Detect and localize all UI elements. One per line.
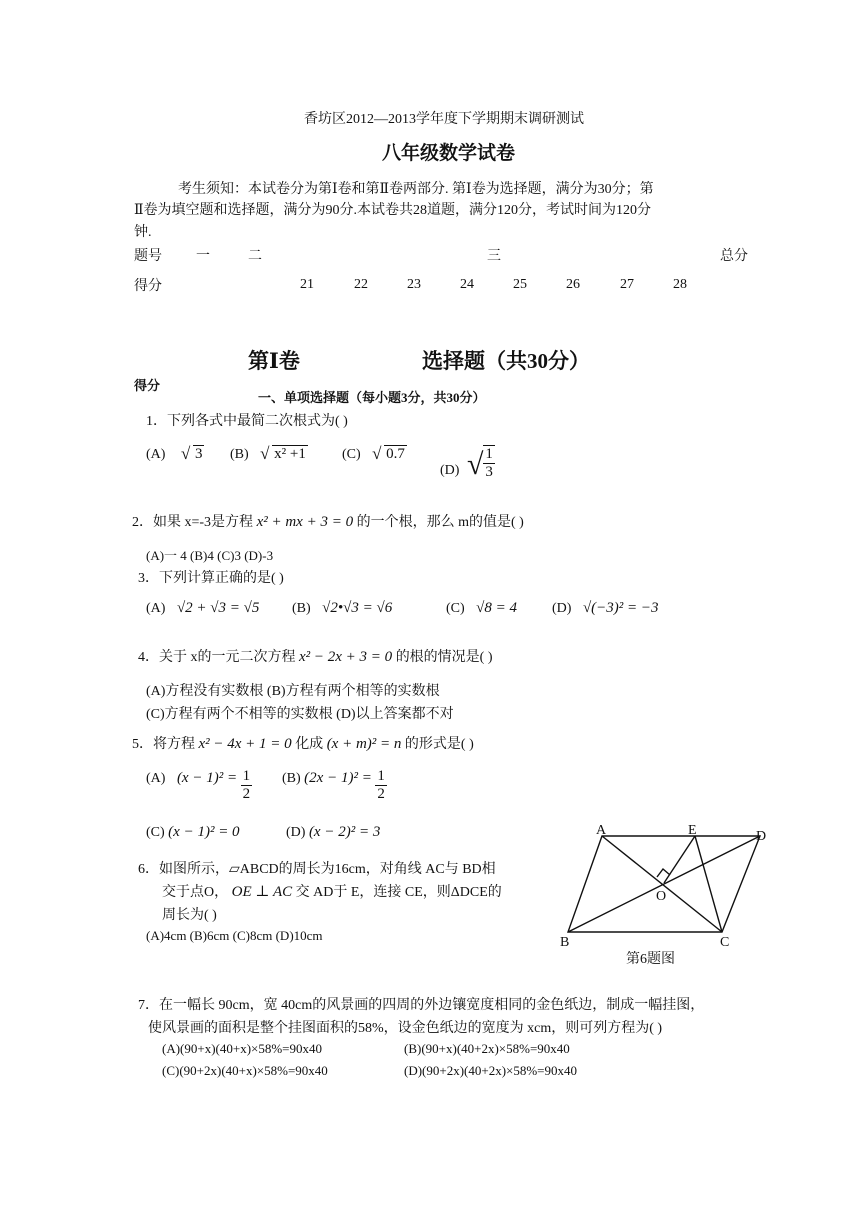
score-table-num-26: 26 <box>566 277 580 292</box>
q3-option-b-expr: √2•√3 = √6 <box>322 600 393 616</box>
q5-equation-1: x² − 4x + 1 = 0 <box>198 736 292 752</box>
score-table-num-27: 27 <box>620 277 634 292</box>
q6-options: (A)4cm (B)6cm (C)8cm (D)10cm <box>146 928 323 943</box>
label-o: O <box>656 889 667 904</box>
q1-option-d-denominator: 3 <box>485 463 493 480</box>
q6-line-2a: 交于点O， <box>162 885 229 900</box>
score-table-header-num: 题号 <box>134 249 162 264</box>
q1-option-b: (B) √ x² +1 <box>230 444 306 463</box>
q2-stem-a: 2．如果 x=-3是方程 <box>132 515 254 530</box>
q1-option-d-numerator: 1 <box>485 446 493 463</box>
q6-figure <box>556 822 776 972</box>
q4-options-row-2: (C)方程有两个不相等的实数根 (D)以上答案都不对 <box>146 707 454 722</box>
q3-option-a <box>146 600 259 617</box>
q5-stem <box>132 733 474 753</box>
q3-option-c <box>446 600 517 617</box>
section-score-label: 得分 <box>134 378 161 393</box>
q7-option-d: (D)(90+2x)(40+2x)×58%=90x40 <box>404 1063 578 1078</box>
q2-equation: x² + mx + 3 = 0 <box>256 514 354 530</box>
notice-line-3: 钟. <box>134 225 152 240</box>
label-d: D <box>756 829 767 844</box>
score-table-num-23: 23 <box>407 277 421 292</box>
section-title-right: 选择题（共30分） <box>422 349 590 373</box>
score-table-header-2: 二 <box>248 249 262 264</box>
q5-option-b-expr: (2x − 1)² = <box>304 770 372 787</box>
exam-title: 八年级数学试卷 <box>382 143 516 164</box>
q5-stem-c: 的形式是( ) <box>404 737 474 752</box>
section-title-left: 第Ⅰ卷 <box>248 349 300 373</box>
part-heading: 一、单项选择题（每小题3分，共30分） <box>258 390 486 405</box>
label-b: B <box>560 935 570 950</box>
q1-stem: 1．下列各式中最简二次根式为( ) <box>146 414 348 429</box>
q3-option-b <box>292 600 392 617</box>
score-table-num-24: 24 <box>460 277 474 292</box>
q5-option-a-label: (A) <box>146 771 166 787</box>
score-table-num-22: 22 <box>354 277 368 292</box>
q4-stem-b: 的根的情况是( ) <box>395 650 493 665</box>
label-c: C <box>720 935 730 950</box>
q7-option-a: (A)(90+x)(40+x)×58%=90x40 <box>162 1041 323 1056</box>
exam-subtitle: 香坊区2012—2013学年度下学期期末调研测试 <box>304 112 584 127</box>
q5-option-b-label: (B) <box>282 771 301 787</box>
label-e: E <box>688 823 697 838</box>
q1-option-c: (C) √ 0.7 <box>342 444 405 463</box>
q7-line-1: 7．在一幅长 90cm，宽 40cm的风景画的四周的外边镶宽度相同的金色纸边，制成一幅挂图， <box>138 998 705 1013</box>
notice-line-1: 考生须知：本试卷分为第Ⅰ卷和第Ⅱ卷两部分. 第Ⅰ卷为选择题，满分为30分；第 <box>178 182 654 197</box>
q4-equation: x² − 2x + 3 = 0 <box>299 649 393 665</box>
q1-option-d: (D) √ $\frac{1}{3}$ <box>440 446 493 481</box>
q1-option-c-label: (C) <box>342 447 361 462</box>
q1-option-c-value: 0.7 <box>386 446 405 462</box>
q3-option-a-expr: √2 + √3 = √5 <box>176 600 260 616</box>
q6-line-2 <box>162 881 502 901</box>
q5-option-d-expr: (x − 2)² = 3 <box>308 824 381 840</box>
q3-option-c-expr: √8 = 4 <box>476 600 518 616</box>
q1-option-d-label: (D) <box>440 463 460 478</box>
q4-stem-a: 4．关于 x的一元二次方程 <box>138 650 296 665</box>
q7-option-b: (B)(90+x)(40+2x)×58%=90x40 <box>404 1041 570 1056</box>
q5-option-b-half-den: 2 <box>377 785 385 802</box>
q1-option-a-value: 3 <box>194 446 203 462</box>
q1-option-b-label: (B) <box>230 447 249 462</box>
q5-option-a-half-num: 1 <box>242 768 251 784</box>
q3-option-d <box>552 600 659 617</box>
q4-stem <box>138 646 493 666</box>
q6-perpendicular-expr: OE ⊥ AC <box>231 884 293 900</box>
q5-option-c-expr: (x − 1)² = 0 <box>168 824 240 840</box>
q5-option-d <box>286 824 380 841</box>
score-table-num-21: 21 <box>300 277 314 292</box>
q3-option-d-label: (D) <box>552 601 572 616</box>
q7-line-2: 使风景画的面积是整个挂图面积的58%，设金色纸边的宽度为 xcm，则可列方程为( ) <box>148 1021 663 1036</box>
score-table-header-1: 一 <box>196 249 210 264</box>
score-table-num-28: 28 <box>673 277 687 292</box>
q5-option-a-half-den: 2 <box>242 785 251 802</box>
q5-stem-b: 化成 <box>295 737 324 752</box>
score-table-header-total: 总分 <box>720 249 748 264</box>
score-table-header-3: 三 <box>487 249 501 264</box>
q2-stem-b: 的一个根，那么 m的值是( ) <box>356 515 524 530</box>
q5-equation-2: (x + m)² = n <box>326 736 402 752</box>
q2-stem <box>132 511 524 531</box>
score-table-num-25: 25 <box>513 277 527 292</box>
q1-option-b-value: x² +1 <box>274 446 306 462</box>
q6-line-1: 6．如图所示，▱ABCD的周长为16cm，对角线 AC与 BD相 <box>138 862 496 877</box>
q6-line-3: 周长为( ) <box>162 908 217 923</box>
q6-line-2b: 交 AD于 E，连接 CE，则ΔDCE的 <box>295 885 502 900</box>
notice-line-2: Ⅱ卷为填空题和选择题，满分为90分.本试卷共28道题，满分120分，考试时间为120分 <box>134 203 652 218</box>
q3-option-d-expr: √(−3)² = −3 <box>582 600 659 616</box>
q2-options: (A)一 4 (B)4 (C)3 (D)-3 <box>146 548 274 563</box>
label-a: A <box>596 823 607 838</box>
segment-ce <box>695 836 722 932</box>
q5-option-a-expr: (x − 1)² = <box>176 770 238 787</box>
q5-option-c-label: (C) <box>146 825 165 840</box>
q5-stem-a: 5．将方程 <box>132 737 195 752</box>
q5-option-b <box>282 768 387 802</box>
q5-option-b-half-num: 1 <box>377 768 385 784</box>
q3-stem: 3．下列计算正确的是( ) <box>138 571 284 586</box>
q5-option-c <box>146 824 240 841</box>
q3-option-c-label: (C) <box>446 601 465 616</box>
q5-option-d-label: (D) <box>286 825 306 840</box>
q7-option-c: (C)(90+2x)(40+x)×58%=90x40 <box>162 1063 328 1078</box>
q3-option-a-label: (A) <box>146 601 166 616</box>
score-table-row-label: 得分 <box>134 279 162 294</box>
q4-options-row-1: (A)方程没有实数根 (B)方程有两个相等的实数根 <box>146 684 440 699</box>
q5-option-a <box>146 768 252 802</box>
q1-options: (A) √ 3 <box>146 444 203 463</box>
q3-option-b-label: (B) <box>292 601 311 616</box>
diagonal-ac <box>602 836 722 932</box>
figure-caption: 第6题图 <box>626 952 675 967</box>
q1-option-a-label: (A) <box>146 447 166 462</box>
